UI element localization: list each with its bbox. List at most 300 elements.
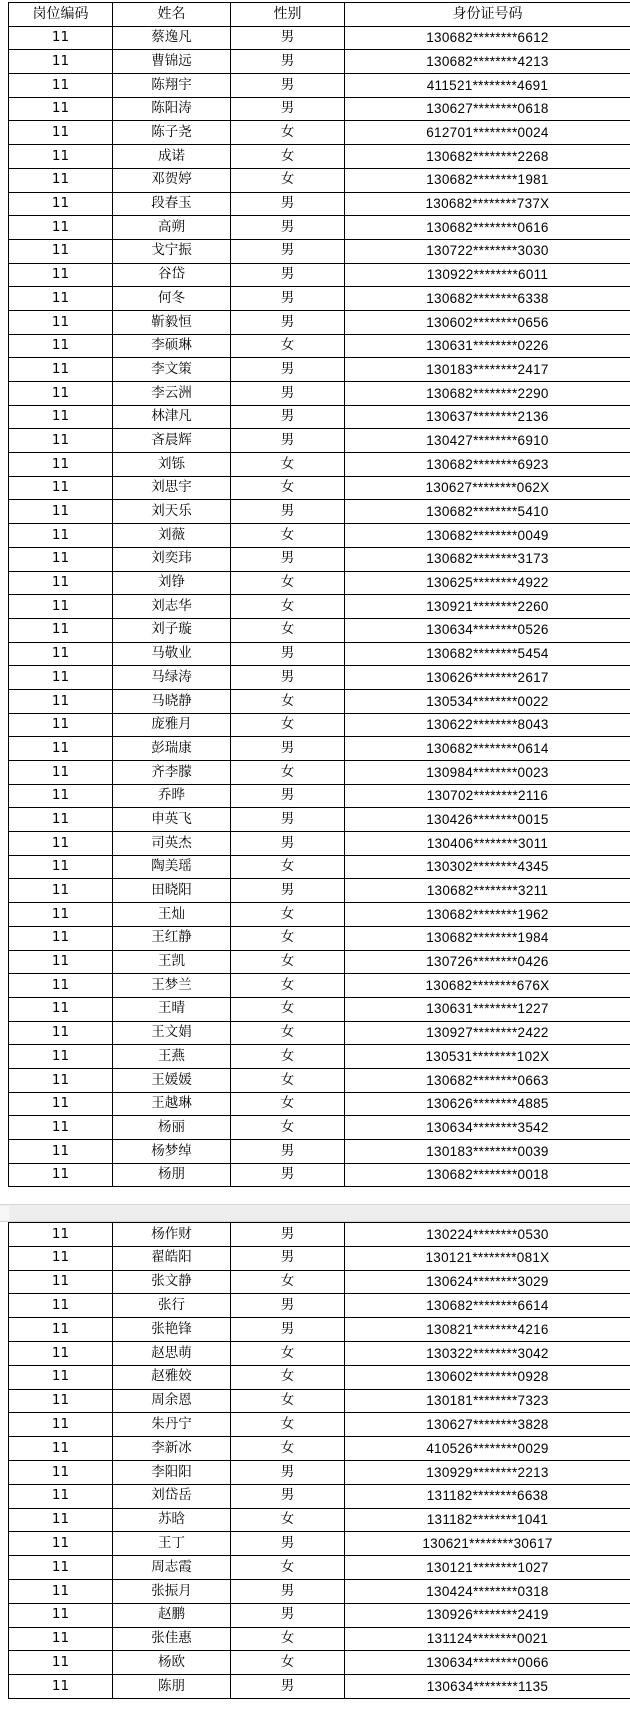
cell-gender: 女	[231, 334, 345, 358]
cell-gender: 男	[231, 1140, 345, 1164]
table-row	[9, 476, 630, 500]
table-row	[9, 1579, 630, 1603]
table-row	[9, 145, 630, 169]
cell-id: 130682********6338	[345, 287, 630, 311]
table-row	[9, 1294, 630, 1318]
cell-gender: 男	[231, 1163, 345, 1187]
cell-id: 130682********6923	[345, 453, 630, 477]
cell-gender: 男	[231, 737, 345, 761]
cell-gender: 男	[231, 500, 345, 524]
cell-id: 130621********30617	[345, 1532, 630, 1556]
cell-name: 马敬业	[113, 642, 231, 666]
table-row	[9, 1651, 630, 1675]
table-row	[9, 689, 630, 713]
table-row	[9, 595, 630, 619]
header-gender: 性别	[231, 3, 345, 27]
cell-name: 赵思萌	[113, 1341, 231, 1365]
cell-name: 李云洲	[113, 382, 231, 406]
table-row	[9, 405, 630, 429]
table-row	[9, 239, 630, 263]
cell-gender: 女	[231, 121, 345, 145]
cell-code: 11	[9, 310, 113, 334]
cell-gender: 女	[231, 1116, 345, 1140]
table-row	[9, 713, 630, 737]
cell-gender: 女	[231, 1068, 345, 1092]
cell-id: 130926********2419	[345, 1603, 630, 1627]
cell-id: 130927********2422	[345, 1021, 630, 1045]
cell-gender: 女	[231, 855, 345, 879]
cell-name: 谷岱	[113, 263, 231, 287]
cell-gender: 男	[231, 1532, 345, 1556]
cell-name: 王梦兰	[113, 974, 231, 998]
cell-gender: 男	[231, 784, 345, 808]
table-row	[9, 1460, 630, 1484]
cell-id: 130634********1135	[345, 1675, 630, 1699]
cell-name: 王文娟	[113, 1021, 231, 1045]
table-row	[9, 1318, 630, 1342]
cell-gender: 女	[231, 997, 345, 1021]
table-row	[9, 1556, 630, 1580]
cell-id: 130921********2260	[345, 595, 630, 619]
cell-name: 刘思宇	[113, 476, 231, 500]
cell-name: 林津凡	[113, 405, 231, 429]
cell-gender: 女	[231, 524, 345, 548]
cell-id: 130682********6614	[345, 1294, 630, 1318]
cell-name: 张艳锋	[113, 1318, 231, 1342]
cell-id: 130224********0530	[345, 1223, 630, 1247]
cell-id: 130631********1227	[345, 997, 630, 1021]
cell-name: 戈宁振	[113, 239, 231, 263]
cell-gender: 男	[231, 1603, 345, 1627]
cell-name: 彭瑞康	[113, 737, 231, 761]
cell-code: 11	[9, 666, 113, 690]
cell-name: 高朔	[113, 216, 231, 240]
cell-gender: 男	[231, 1246, 345, 1270]
cell-id: 130682********1984	[345, 926, 630, 950]
header-name: 姓名	[113, 3, 231, 27]
cell-id: 130602********0656	[345, 310, 630, 334]
cell-code: 11	[9, 1460, 113, 1484]
cell-name: 邓贺婷	[113, 168, 231, 192]
table-row	[9, 808, 630, 832]
cell-id: 130634********3542	[345, 1116, 630, 1140]
table-row	[9, 1068, 630, 1092]
cell-name: 马绿涛	[113, 666, 231, 690]
cell-gender: 男	[231, 97, 345, 121]
cell-gender: 男	[231, 192, 345, 216]
header-row	[9, 3, 630, 27]
table-row	[9, 832, 630, 856]
cell-code: 11	[9, 974, 113, 998]
table-row	[9, 192, 630, 216]
cell-name: 张行	[113, 1294, 231, 1318]
cell-name: 陈阳涛	[113, 97, 231, 121]
cell-code: 11	[9, 997, 113, 1021]
cell-gender: 男	[231, 1294, 345, 1318]
cell-name: 蔡逸凡	[113, 26, 231, 50]
cell-gender: 男	[231, 429, 345, 453]
cell-code: 11	[9, 50, 113, 74]
cell-id: 130726********0426	[345, 950, 630, 974]
cell-name: 刘岱岳	[113, 1484, 231, 1508]
cell-id: 130622********8043	[345, 713, 630, 737]
cell-name: 朱丹宁	[113, 1413, 231, 1437]
table-row	[9, 358, 630, 382]
cell-code: 11	[9, 832, 113, 856]
cell-id: 130922********6011	[345, 263, 630, 287]
cell-id: 130626********4885	[345, 1092, 630, 1116]
table-row	[9, 26, 630, 50]
table-row	[9, 500, 630, 524]
cell-gender: 女	[231, 761, 345, 785]
table-row	[9, 429, 630, 453]
cell-name: 申英飞	[113, 808, 231, 832]
table-row	[9, 1413, 630, 1437]
cell-code: 11	[9, 1437, 113, 1461]
cell-id: 130682********1962	[345, 903, 630, 927]
cell-id: 130682********5454	[345, 642, 630, 666]
cell-id: 130682********676X	[345, 974, 630, 998]
cell-code: 11	[9, 1270, 113, 1294]
cell-name: 王红静	[113, 926, 231, 950]
cell-code: 11	[9, 192, 113, 216]
cell-code: 11	[9, 1092, 113, 1116]
cell-name: 马晓静	[113, 689, 231, 713]
cell-id: 130682********1981	[345, 168, 630, 192]
cell-id: 130627********0618	[345, 97, 630, 121]
cell-code: 11	[9, 1294, 113, 1318]
cell-name: 靳毅恒	[113, 310, 231, 334]
cell-id: 130722********3030	[345, 239, 630, 263]
cell-code: 11	[9, 26, 113, 50]
cell-id: 130602********0928	[345, 1365, 630, 1389]
cell-name: 周志霞	[113, 1556, 231, 1580]
cell-gender: 女	[231, 903, 345, 927]
cell-name: 赵鹏	[113, 1603, 231, 1627]
cell-name: 翟皓阳	[113, 1246, 231, 1270]
cell-gender: 男	[231, 382, 345, 406]
cell-name: 成诺	[113, 145, 231, 169]
cell-gender: 女	[231, 168, 345, 192]
cell-gender: 男	[231, 26, 345, 50]
cell-code: 11	[9, 618, 113, 642]
table-row	[9, 50, 630, 74]
cell-id: 130682********0663	[345, 1068, 630, 1092]
cell-gender: 男	[231, 1675, 345, 1699]
cell-name: 王越琳	[113, 1092, 231, 1116]
cell-code: 11	[9, 1484, 113, 1508]
cell-gender: 女	[231, 950, 345, 974]
cell-gender: 女	[231, 1092, 345, 1116]
cell-id: 130624********3029	[345, 1270, 630, 1294]
cell-gender: 男	[231, 808, 345, 832]
table-row	[9, 310, 630, 334]
cell-code: 11	[9, 1413, 113, 1437]
cell-gender: 男	[231, 832, 345, 856]
cell-name: 王燕	[113, 1045, 231, 1069]
table-row	[9, 1163, 630, 1187]
cell-code: 11	[9, 1556, 113, 1580]
cell-code: 11	[9, 1675, 113, 1699]
table-row	[9, 1532, 630, 1556]
cell-id: 130626********2617	[345, 666, 630, 690]
cell-gender: 女	[231, 453, 345, 477]
cell-id: 130682********3173	[345, 547, 630, 571]
cell-gender: 男	[231, 642, 345, 666]
cell-id: 130183********0039	[345, 1140, 630, 1164]
table-row	[9, 97, 630, 121]
table-row	[9, 334, 630, 358]
cell-code: 11	[9, 500, 113, 524]
cell-id: 130682********0049	[345, 524, 630, 548]
cell-id: 130426********0015	[345, 808, 630, 832]
cell-code: 11	[9, 145, 113, 169]
cell-id: 130702********2116	[345, 784, 630, 808]
table-row	[9, 1675, 630, 1699]
table-row	[9, 1021, 630, 1045]
cell-code: 11	[9, 168, 113, 192]
cell-gender: 男	[231, 74, 345, 98]
cell-gender: 男	[231, 216, 345, 240]
cell-code: 11	[9, 879, 113, 903]
table-row	[9, 1246, 630, 1270]
cell-gender: 女	[231, 1413, 345, 1437]
cell-code: 11	[9, 1045, 113, 1069]
cell-name: 杨作财	[113, 1223, 231, 1247]
cell-name: 杨朋	[113, 1163, 231, 1187]
cell-name: 张文静	[113, 1270, 231, 1294]
cell-code: 11	[9, 1223, 113, 1247]
cell-name: 张振月	[113, 1579, 231, 1603]
cell-id: 130531********102X	[345, 1045, 630, 1069]
cell-name: 王凯	[113, 950, 231, 974]
cell-name: 齐李朦	[113, 761, 231, 785]
cell-gender: 女	[231, 974, 345, 998]
cell-gender: 女	[231, 145, 345, 169]
cell-gender: 女	[231, 1556, 345, 1580]
cell-gender: 女	[231, 713, 345, 737]
cell-code: 11	[9, 1318, 113, 1342]
table-row	[9, 1140, 630, 1164]
page-break-corner	[0, 1206, 9, 1220]
cell-name: 刘薇	[113, 524, 231, 548]
cell-id: 130682********6612	[345, 26, 630, 50]
cell-id: 130121********081X	[345, 1246, 630, 1270]
cell-id: 130682********737X	[345, 192, 630, 216]
cell-code: 11	[9, 1365, 113, 1389]
cell-name: 刘铮	[113, 571, 231, 595]
cell-gender: 女	[231, 1021, 345, 1045]
table-row	[9, 1508, 630, 1532]
table-row	[9, 1484, 630, 1508]
cell-name: 司英杰	[113, 832, 231, 856]
header-code: 岗位编码	[9, 3, 113, 27]
cell-name: 田晓阳	[113, 879, 231, 903]
cell-gender: 男	[231, 1460, 345, 1484]
cell-code: 11	[9, 1389, 113, 1413]
cell-id: 131182********1041	[345, 1508, 630, 1532]
cell-id: 131182********6638	[345, 1484, 630, 1508]
cell-code: 11	[9, 1603, 113, 1627]
table-row	[9, 1627, 630, 1651]
cell-gender: 女	[231, 1651, 345, 1675]
table-row	[9, 1116, 630, 1140]
table-row	[9, 642, 630, 666]
table-row	[9, 737, 630, 761]
cell-code: 11	[9, 1651, 113, 1675]
cell-name: 吝晨辉	[113, 429, 231, 453]
cell-gender: 男	[231, 50, 345, 74]
table-row	[9, 1223, 630, 1247]
table-row	[9, 287, 630, 311]
cell-gender: 女	[231, 571, 345, 595]
cell-gender: 男	[231, 310, 345, 334]
cell-id: 131124********0021	[345, 1627, 630, 1651]
cell-gender: 男	[231, 263, 345, 287]
header-id: 身份证号码	[345, 3, 630, 27]
cell-id: 130929********2213	[345, 1460, 630, 1484]
cell-id: 130534********0022	[345, 689, 630, 713]
table-row	[9, 524, 630, 548]
cell-code: 11	[9, 689, 113, 713]
cell-gender: 女	[231, 476, 345, 500]
cell-id: 130183********2417	[345, 358, 630, 382]
cell-name: 庞雅月	[113, 713, 231, 737]
cell-code: 11	[9, 453, 113, 477]
table-row	[9, 974, 630, 998]
cell-code: 11	[9, 855, 113, 879]
page-break-separator	[0, 1204, 630, 1222]
cell-gender: 女	[231, 1437, 345, 1461]
cell-code: 11	[9, 1021, 113, 1045]
cell-id: 130682********0614	[345, 737, 630, 761]
table-row	[9, 618, 630, 642]
table-row	[9, 74, 630, 98]
cell-name: 刘子璇	[113, 618, 231, 642]
cell-name: 段春玉	[113, 192, 231, 216]
table-row	[9, 903, 630, 927]
table-row	[9, 216, 630, 240]
cell-gender: 男	[231, 358, 345, 382]
cell-id: 130121********1027	[345, 1556, 630, 1580]
table-row	[9, 571, 630, 595]
cell-id: 130427********6910	[345, 429, 630, 453]
cell-code: 11	[9, 74, 113, 98]
cell-code: 11	[9, 429, 113, 453]
table-row	[9, 666, 630, 690]
cell-gender: 女	[231, 1389, 345, 1413]
cell-name: 周余恩	[113, 1389, 231, 1413]
cell-name: 杨梦绰	[113, 1140, 231, 1164]
table-row	[9, 382, 630, 406]
cell-gender: 男	[231, 1318, 345, 1342]
cell-code: 11	[9, 216, 113, 240]
cell-code: 11	[9, 239, 113, 263]
cell-code: 11	[9, 1508, 113, 1532]
cell-code: 11	[9, 547, 113, 571]
cell-id: 130627********062X	[345, 476, 630, 500]
table-row	[9, 950, 630, 974]
table-row	[9, 1341, 630, 1365]
cell-id: 130637********2136	[345, 405, 630, 429]
cell-code: 11	[9, 784, 113, 808]
cell-id: 130634********0066	[345, 1651, 630, 1675]
cell-name: 杨丽	[113, 1116, 231, 1140]
cell-id: 130322********3042	[345, 1341, 630, 1365]
table-row	[9, 879, 630, 903]
cell-id: 130625********4922	[345, 571, 630, 595]
cell-code: 11	[9, 1579, 113, 1603]
cell-code: 11	[9, 121, 113, 145]
cell-code: 11	[9, 1116, 113, 1140]
cell-code: 11	[9, 1163, 113, 1187]
cell-name: 王丁	[113, 1532, 231, 1556]
table-row	[9, 1389, 630, 1413]
cell-name: 刘铄	[113, 453, 231, 477]
table-row	[9, 453, 630, 477]
cell-gender: 女	[231, 1270, 345, 1294]
table-row	[9, 784, 630, 808]
cell-name: 李文策	[113, 358, 231, 382]
cell-id: 130682********0616	[345, 216, 630, 240]
cell-name: 杨欧	[113, 1651, 231, 1675]
cell-id: 130682********3211	[345, 879, 630, 903]
cell-code: 11	[9, 334, 113, 358]
cell-name: 陈翔宇	[113, 74, 231, 98]
cell-code: 11	[9, 642, 113, 666]
cell-name: 李阳阳	[113, 1460, 231, 1484]
cell-id: 130682********5410	[345, 500, 630, 524]
cell-id: 130682********2268	[345, 145, 630, 169]
cell-name: 张佳惠	[113, 1627, 231, 1651]
cell-code: 11	[9, 97, 113, 121]
cell-gender: 男	[231, 239, 345, 263]
cell-gender: 男	[231, 287, 345, 311]
table-row	[9, 855, 630, 879]
candidate-table-page-1	[8, 2, 630, 1187]
cell-code: 11	[9, 903, 113, 927]
table-row	[9, 761, 630, 785]
cell-id: 410526********0029	[345, 1437, 630, 1461]
cell-code: 11	[9, 571, 113, 595]
cell-code: 11	[9, 476, 113, 500]
cell-id: 130627********3828	[345, 1413, 630, 1437]
cell-gender: 女	[231, 618, 345, 642]
cell-id: 130634********0526	[345, 618, 630, 642]
cell-id: 130181********7323	[345, 1389, 630, 1413]
cell-id: 130821********4216	[345, 1318, 630, 1342]
cell-name: 王媛媛	[113, 1068, 231, 1092]
cell-gender: 女	[231, 1045, 345, 1069]
cell-id: 130682********4213	[345, 50, 630, 74]
cell-code: 11	[9, 713, 113, 737]
cell-name: 刘志华	[113, 595, 231, 619]
cell-id: 130302********4345	[345, 855, 630, 879]
cell-gender: 女	[231, 1365, 345, 1389]
cell-gender: 男	[231, 405, 345, 429]
cell-name: 乔晔	[113, 784, 231, 808]
cell-code: 11	[9, 382, 113, 406]
cell-code: 11	[9, 1627, 113, 1651]
cell-gender: 女	[231, 1508, 345, 1532]
cell-id: 130406********3011	[345, 832, 630, 856]
table-row	[9, 121, 630, 145]
cell-code: 11	[9, 761, 113, 785]
cell-gender: 女	[231, 1341, 345, 1365]
cell-code: 11	[9, 737, 113, 761]
table-row	[9, 926, 630, 950]
cell-name: 李硕琳	[113, 334, 231, 358]
